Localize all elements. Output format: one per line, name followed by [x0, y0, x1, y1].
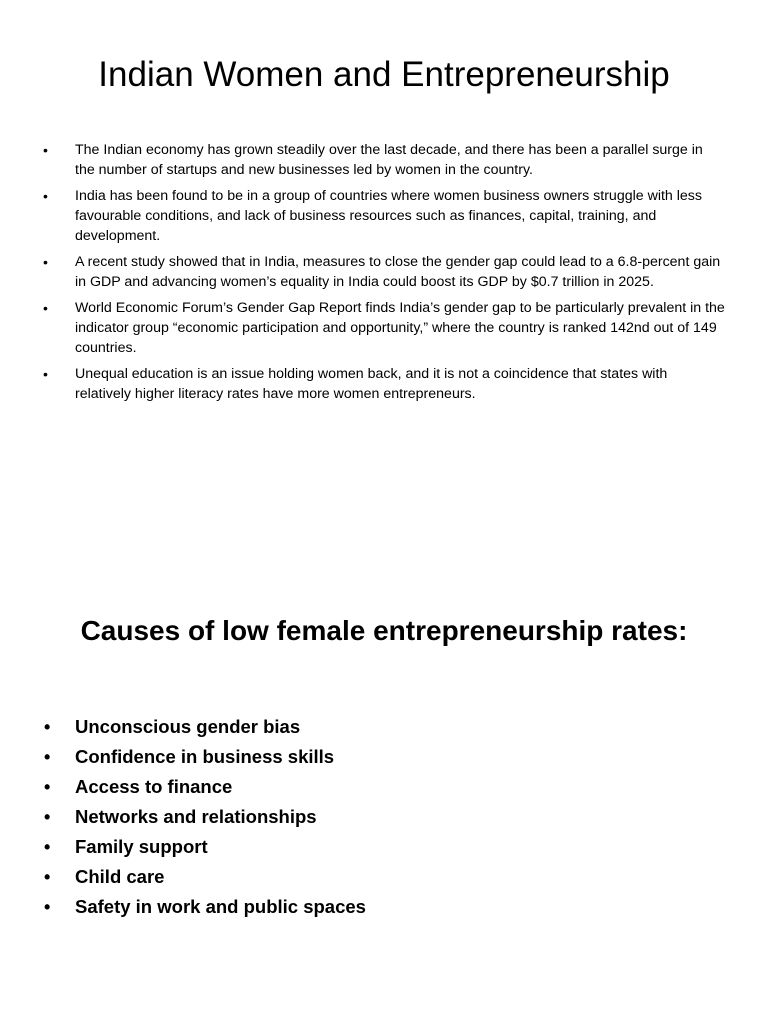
bullet-item — [0, 252, 768, 292]
bullet-text: World Economic Forum’s Gender Gap Report finds India’s gender gap to be particularly prevalent in the indicator group “economic participation and opportunity,” where the country is ranked 142nd out of 149 countries. — [75, 300, 725, 356]
bullet-list — [0, 140, 768, 410]
bullet-text: Confidence in business skills — [75, 746, 335, 767]
slide-causes — [0, 512, 768, 1024]
bullet-dot-icon: • — [43, 300, 48, 316]
bullet-item — [0, 832, 768, 862]
bullet-item — [0, 186, 768, 246]
bullet-text: Networks and relationships — [75, 806, 317, 827]
bullet-item — [0, 862, 768, 892]
slide-title: Indian Women and Entrepreneurship — [98, 55, 670, 94]
bullet-dot-icon: • — [44, 777, 51, 797]
bullet-dot-icon: • — [43, 142, 48, 158]
bullet-dot-icon: • — [44, 837, 51, 857]
bullet-dot-icon: • — [44, 897, 51, 917]
bullet-text: Family support — [75, 836, 208, 857]
bullet-item — [0, 772, 768, 802]
bullet-item — [0, 892, 768, 922]
bullet-item — [0, 802, 768, 832]
bullet-dot-icon: • — [43, 188, 48, 204]
bullet-text: Unequal education is an issue holding women back, and it is not a coincidence that states with relatively higher literacy rates have more women entrepreneurs. — [75, 366, 668, 402]
bullet-dot-icon: • — [43, 366, 48, 382]
bullet-text: Child care — [75, 866, 165, 887]
bullet-dot-icon: • — [44, 747, 51, 767]
bullet-text: A recent study showed that in India, measures to close the gender gap could lead to a 6.8-percent gain in GDP and advancing women’s equality in India could boost its GDP by $0.7 trillion in 2025. — [75, 254, 721, 290]
bullet-item — [0, 712, 768, 742]
bullet-text: Unconscious gender bias — [75, 716, 301, 737]
bullet-dot-icon: • — [44, 807, 51, 827]
bullet-dot-icon: • — [44, 867, 51, 887]
slide-title: Causes of low female entrepreneurship rates: — [80, 615, 688, 646]
bullet-list — [0, 712, 768, 922]
bullet-text: The Indian economy has grown steadily over the last decade, and there has been a parallel surge in the number of startups and new businesses led by women in the country. — [75, 142, 703, 178]
bullet-dot-icon: • — [44, 717, 51, 737]
bullet-dot-icon: • — [43, 254, 48, 270]
bullet-item — [0, 742, 768, 772]
bullet-item — [0, 140, 768, 180]
bullet-text: Safety in work and public spaces — [75, 896, 366, 917]
bullet-item — [0, 364, 768, 404]
bullet-text: Access to finance — [75, 776, 233, 797]
bullet-text: India has been found to be in a group of countries where women business owners struggle with less favourable conditions, and lack of business resources such as finances, capital, training, and development. — [75, 188, 702, 244]
bullet-item — [0, 298, 768, 358]
